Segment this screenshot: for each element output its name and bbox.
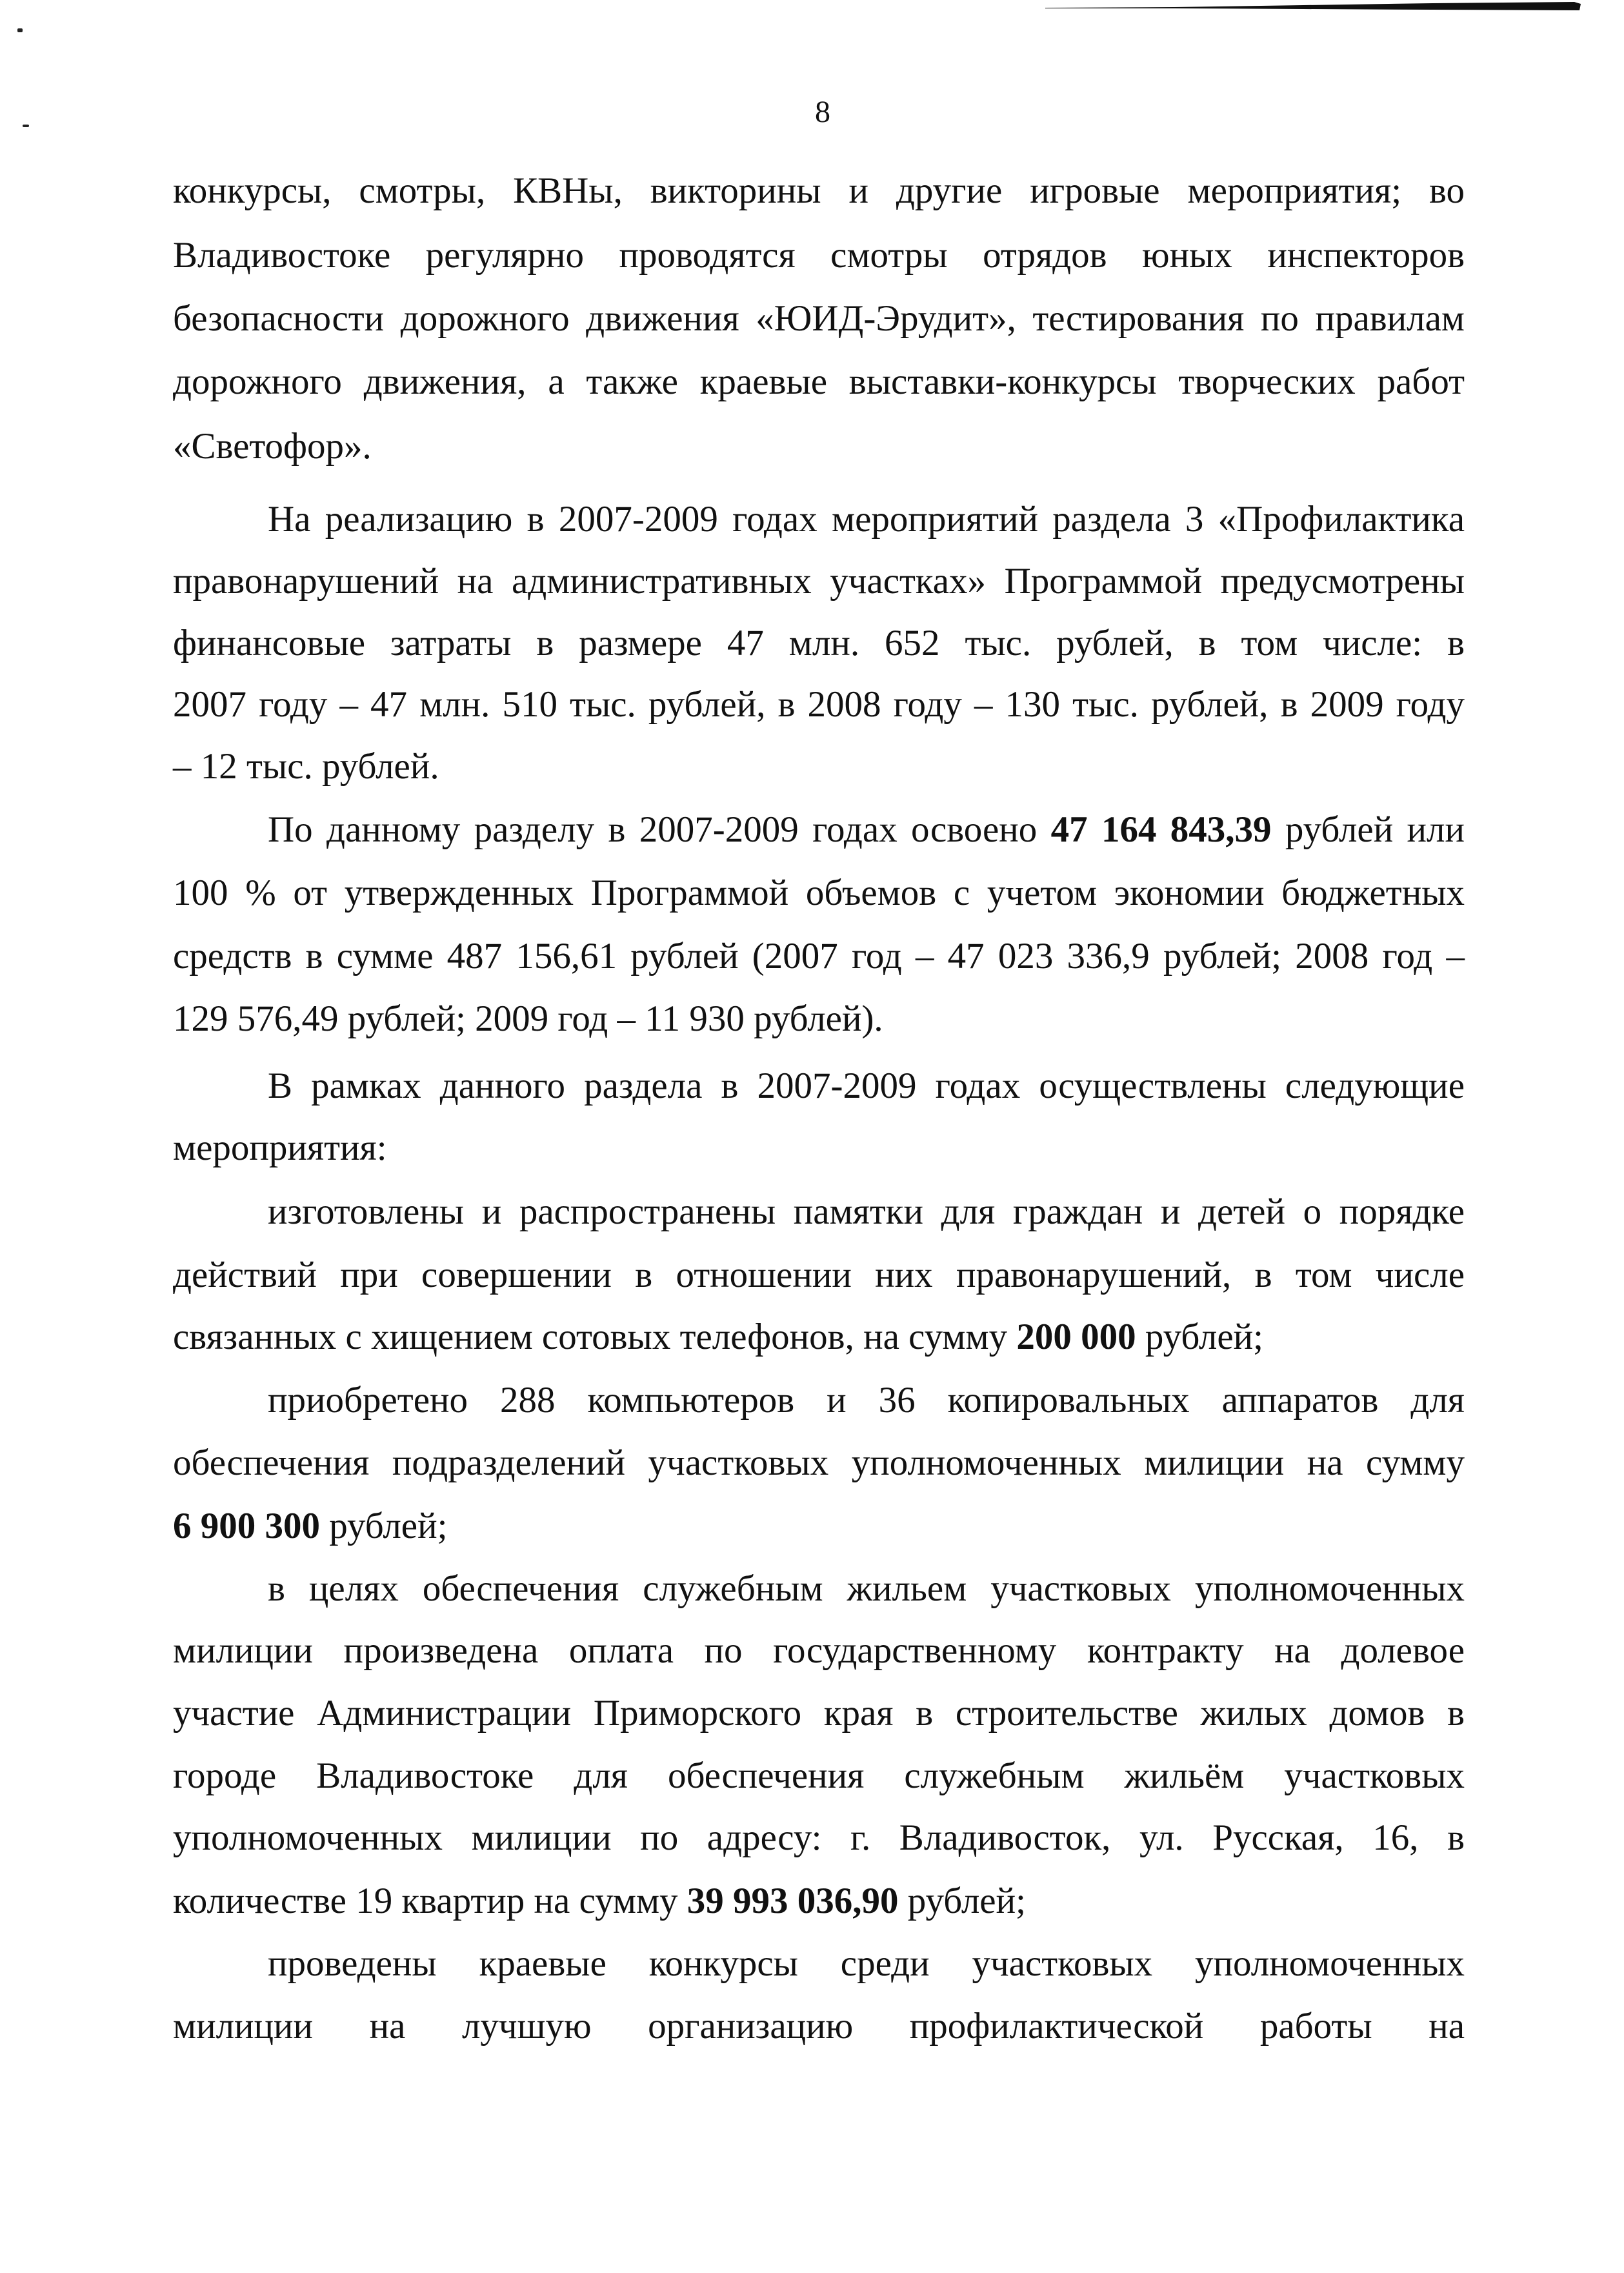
- scan-speck: [23, 125, 29, 127]
- bold-amount: 200 000: [1016, 1317, 1136, 1357]
- page-number: 8: [815, 95, 830, 129]
- text-run: связанных с хищением сотовых телефонов, на сумму: [173, 1317, 1017, 1357]
- text-run: рублей;: [898, 1881, 1026, 1921]
- bold-amount: 6 900 300: [173, 1506, 320, 1546]
- text-line: [268, 1055, 1465, 1118]
- text-run: рублей;: [320, 1506, 448, 1546]
- text-run: дорожного движения, а также краевые выставки-конкурсы творческих работ: [173, 361, 1465, 402]
- text-run: 100 % от утвержденных Программой объемов с учетом экономии бюджетных: [173, 873, 1465, 913]
- text-run: правонарушений на административных участках» Программой предусмотрены: [173, 561, 1465, 601]
- text-line: [173, 1619, 1465, 1682]
- text-run: милиции произведена оплата по государственному контракту на долевое: [173, 1630, 1465, 1671]
- text-run: милиции на лучшую организацию профилактической работы на: [173, 2006, 1465, 2046]
- text-line: [173, 612, 1465, 675]
- text-run: финансовые затраты в размере 47 млн. 652 тыс. рублей, в том числе: в: [173, 623, 1465, 663]
- text-line: [173, 1870, 1465, 1933]
- text-line: [173, 159, 1465, 223]
- text-run: в целях обеспечения служебным жильем участковых уполномоченных: [268, 1568, 1465, 1609]
- text-line: [173, 1744, 1465, 1808]
- text-line: [268, 798, 1465, 862]
- text-line: [173, 987, 1465, 1051]
- text-line: [173, 550, 1465, 613]
- scan-edge-mark: [1045, 1, 1581, 12]
- text-line: [173, 1806, 1465, 1870]
- text-run: 2007 году – 47 млн. 510 тыс. рублей, в 2008 году – 130 тыс. рублей, в 2009 году: [173, 684, 1465, 725]
- text-line: [173, 1682, 1465, 1745]
- text-run: «Светофор».: [173, 426, 372, 467]
- text-run: действий при совершении в отношении них правонарушений, в том числе: [173, 1255, 1465, 1295]
- text-line: [173, 1116, 1465, 1180]
- text-run: количестве 19 квартир на сумму: [173, 1881, 687, 1921]
- text-run: конкурсы, смотры, КВНы, викторины и другие игровые мероприятия; во: [173, 170, 1465, 211]
- text-run: мероприятия:: [173, 1127, 387, 1168]
- text-run: рублей или: [1271, 809, 1465, 850]
- text-run: уполномоченных милиции по адресу: г. Владивосток, ул. Русская, 16, в: [173, 1817, 1465, 1858]
- text-line: [173, 287, 1465, 350]
- text-line: [173, 735, 1465, 798]
- text-run: Владивостоке регулярно проводятся смотры отрядов юных инспекторов: [173, 235, 1465, 276]
- text-run: изготовлены и распространены памятки для граждан и детей о порядке: [268, 1191, 1465, 1232]
- text-run: 129 576,49 рублей; 2009 год – 11 930 рублей).: [173, 998, 883, 1039]
- text-line: [173, 224, 1465, 287]
- text-run: средств в сумме 487 156,61 рублей (2007 год – 47 023 336,9 рублей; 2008 год –: [173, 936, 1465, 976]
- text-line: [268, 1369, 1465, 1432]
- text-line: [173, 1306, 1465, 1369]
- text-line: [173, 1244, 1465, 1307]
- text-line: [173, 350, 1465, 414]
- bold-amount: 39 993 036,90: [687, 1881, 899, 1921]
- text-line: [173, 1995, 1465, 2058]
- text-run: По данному разделу в 2007-2009 годах освоено: [268, 809, 1051, 850]
- text-line: [173, 1431, 1465, 1495]
- text-line: [173, 925, 1465, 988]
- text-run: проведены краевые конкурсы среди участковых уполномоченных: [268, 1943, 1465, 1984]
- bold-amount: 47 164 843,39: [1050, 809, 1272, 850]
- text-run: рублей;: [1136, 1317, 1263, 1357]
- text-run: безопасности дорожного движения «ЮИД-Эрудит», тестирования по правилам: [173, 298, 1465, 339]
- text-run: приобретено 288 компьютеров и 36 копировальных аппаратов для: [268, 1380, 1465, 1420]
- text-run: На реализацию в 2007-2009 годах мероприятий раздела 3 «Профилактика: [268, 499, 1465, 540]
- text-run: городе Владивостоке для обеспечения служебным жильём участковых: [173, 1755, 1465, 1796]
- scan-speck: [17, 28, 23, 32]
- text-line: [173, 415, 1465, 478]
- text-line: [173, 1495, 1465, 1558]
- text-run: участие Администрации Приморского края в строительстве жилых домов в: [173, 1693, 1465, 1733]
- text-line: [268, 1932, 1465, 1995]
- text-line: [173, 862, 1465, 925]
- text-line: [268, 1180, 1465, 1244]
- text-run: обеспечения подразделений участковых уполномоченных милиции на сумму: [173, 1442, 1465, 1483]
- text-line: [268, 488, 1465, 551]
- text-line: [268, 1557, 1465, 1621]
- text-run: – 12 тыс. рублей.: [173, 746, 439, 787]
- text-run: В рамках данного раздела в 2007-2009 годах осуществлены следующие: [268, 1066, 1465, 1106]
- text-line: [173, 673, 1465, 736]
